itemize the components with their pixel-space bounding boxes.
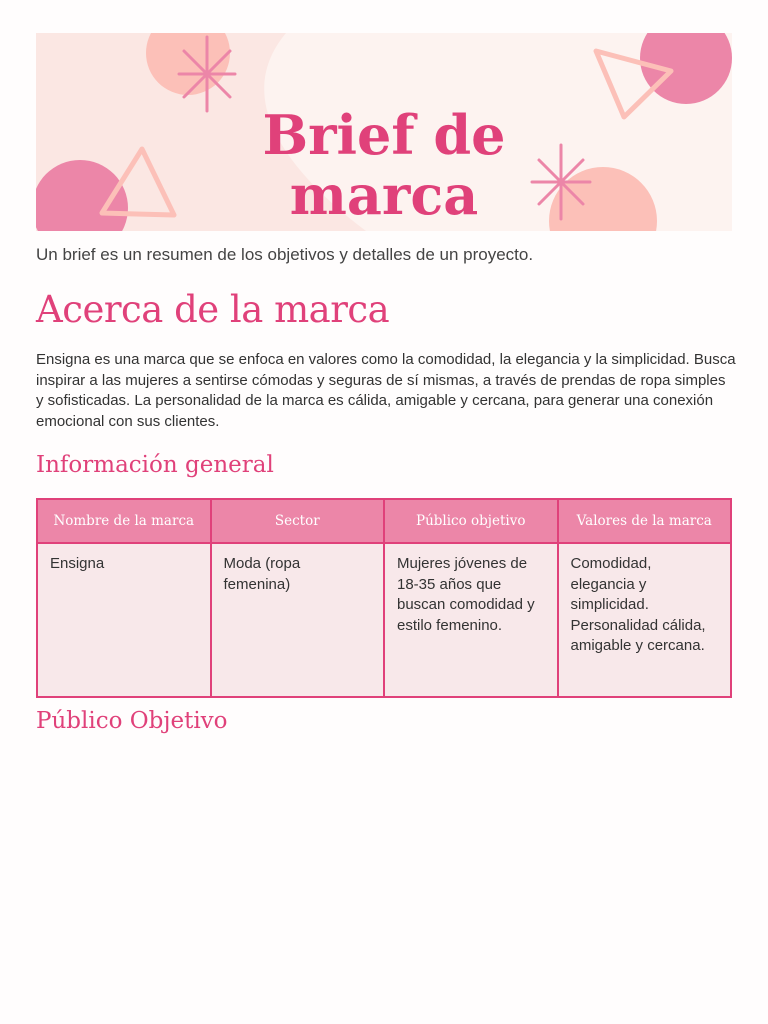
about-heading: Acerca de la marca bbox=[36, 288, 390, 331]
general-info-table bbox=[36, 498, 732, 698]
cell-audience: Mujeres jóvenes de 18-35 años que buscan comodidad y estilo femenino. bbox=[384, 543, 558, 697]
header-banner bbox=[36, 33, 732, 231]
cell-brand-name: Ensigna bbox=[37, 543, 211, 697]
cell-sector: Moda (ropa femenina) bbox=[211, 543, 385, 697]
title-line-1: Brief de bbox=[262, 103, 506, 167]
column-header-values: Valores de la marca bbox=[558, 499, 732, 543]
target-audience-heading: Público Objetivo bbox=[36, 708, 228, 734]
column-header-audience: Público objetivo bbox=[384, 499, 558, 543]
intro-text: Un brief es un resumen de los objetivos y detalles de un proyecto. bbox=[36, 245, 534, 264]
about-paragraph: Ensigna es una marca que se enfoca en valores como la comodidad, la elegancia y la simplicidad. Busca inspirar a las mujeres a sentirse cómodas y seguras de sí mismas, a través de prendas de ropa simples y sofisticadas. La personalidad de la marca es cálida, amigable y cercana, para generar una conexión emocional con sus clientes. bbox=[36, 351, 736, 430]
column-header-sector: Sector bbox=[211, 499, 385, 543]
general-info-heading: Información general bbox=[36, 452, 274, 478]
title-line-2: marca bbox=[289, 163, 479, 227]
column-header-brand-name: Nombre de la marca bbox=[37, 499, 211, 543]
document-title bbox=[36, 105, 732, 225]
table-row bbox=[37, 543, 731, 697]
table-header-row bbox=[37, 499, 731, 543]
cell-values: Comodidad, elegancia y simplicidad. Personalidad cálida, amigable y cercana. bbox=[558, 543, 732, 697]
